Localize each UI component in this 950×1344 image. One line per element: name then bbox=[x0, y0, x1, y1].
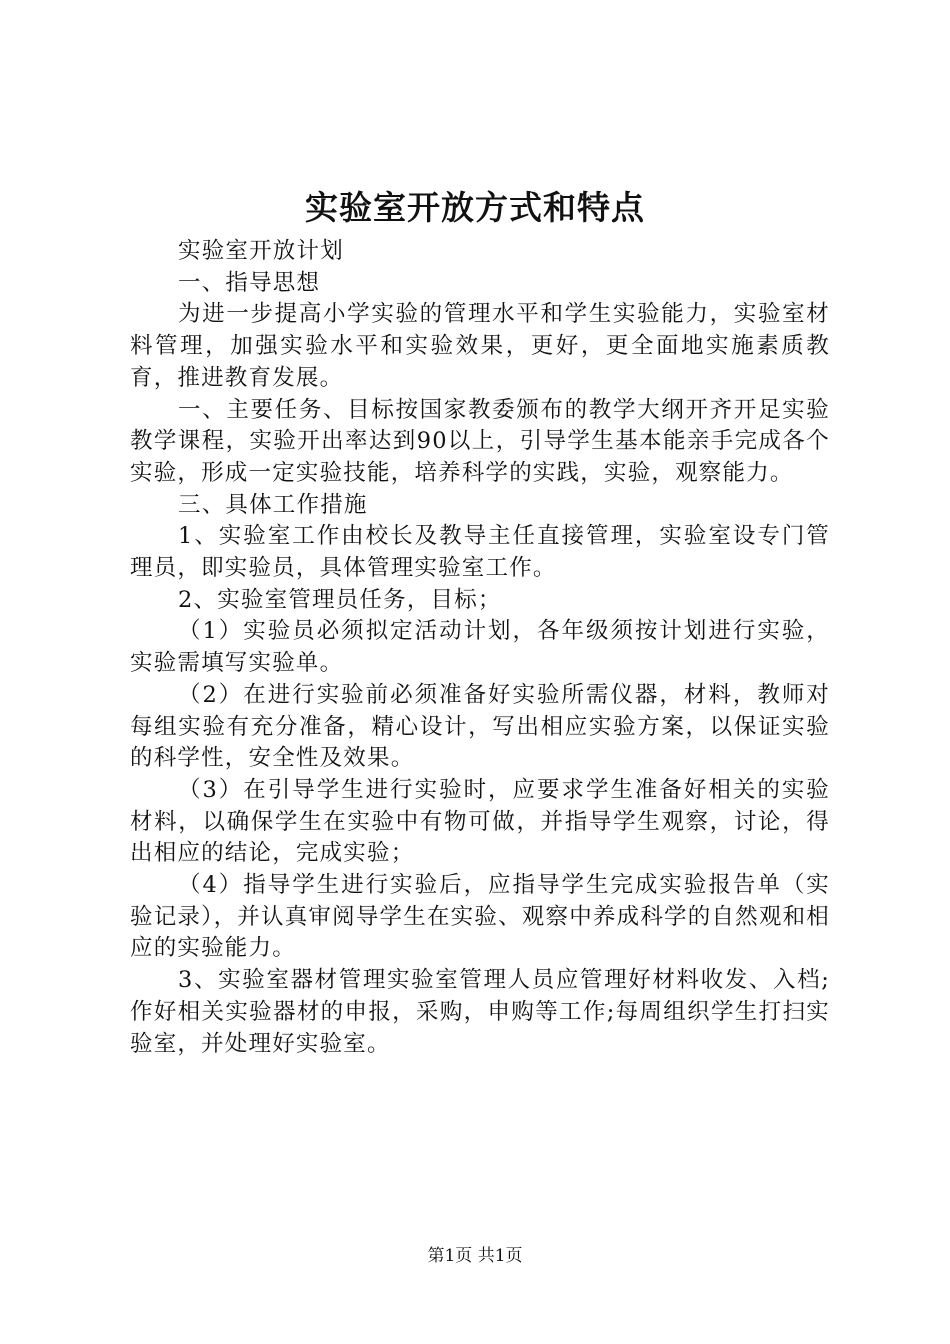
paragraph: 2、实验室管理员任务，目标； bbox=[178, 586, 502, 613]
paragraph-section-measures: 三、具体工作措施 bbox=[178, 491, 368, 518]
page-number-footer: 第1页 共1页 bbox=[427, 1246, 523, 1266]
document-title: 实验室开放方式和特点 bbox=[305, 188, 645, 227]
paragraph: 一、主要任务、目标按国家教委颁布的教学大纲开齐开足实验教学课程，实验开出率达到90以上，引导学生基本能亲手完成各个实验，形成一定实验技能，培养科学的实践，实验，观察能力。 bbox=[130, 396, 830, 486]
paragraph-section-guiding: 一、指导思想 bbox=[178, 269, 321, 296]
paragraph: 1、实验室工作由校长及教导主任直接管理，实验室设专门管理员，即实验员，具体管理实验室工作。 bbox=[130, 523, 830, 582]
document-body bbox=[130, 236, 830, 1060]
paragraph: 为进一步提高小学实验的管理水平和学生实验能力，实验室材料管理，加强实验水平和实验效果，更好，更全面地实施素质教育，推进教育发展。 bbox=[130, 301, 830, 391]
paragraph: （4）指导学生进行实验后，应指导学生完成实验报告单（实验记录），并认真审阅导学生在实验、观察中养成科学的自然观和相应的实验能力。 bbox=[130, 872, 830, 962]
paragraph: （2）在进行实验前必须准备好实验所需仪器，材料，教师对每组实验有充分准备，精心设计，写出相应实验方案，以保证实验的科学性，安全性及效果。 bbox=[130, 681, 830, 772]
paragraph-plan-heading: 实验室开放计划 bbox=[178, 238, 344, 264]
paragraph: 3、实验室器材管理实验室管理人员应管理好材料收发、入档;作好相关实验器材的申报，采购，申购等工作;每周组织学生打扫实验室，并处理好实验室。 bbox=[130, 967, 830, 1057]
paragraph: （1）实验员必须拟定活动计划，各年级须按计划进行实验，实验需填写实验单。 bbox=[130, 618, 830, 677]
paragraph: （3）在引导学生进行实验时，应要求学生准备好相关的实验材料，以确保学生在实验中有物可做，并指导学生观察，讨论，得出相应的结论，完成实验； bbox=[130, 776, 830, 867]
